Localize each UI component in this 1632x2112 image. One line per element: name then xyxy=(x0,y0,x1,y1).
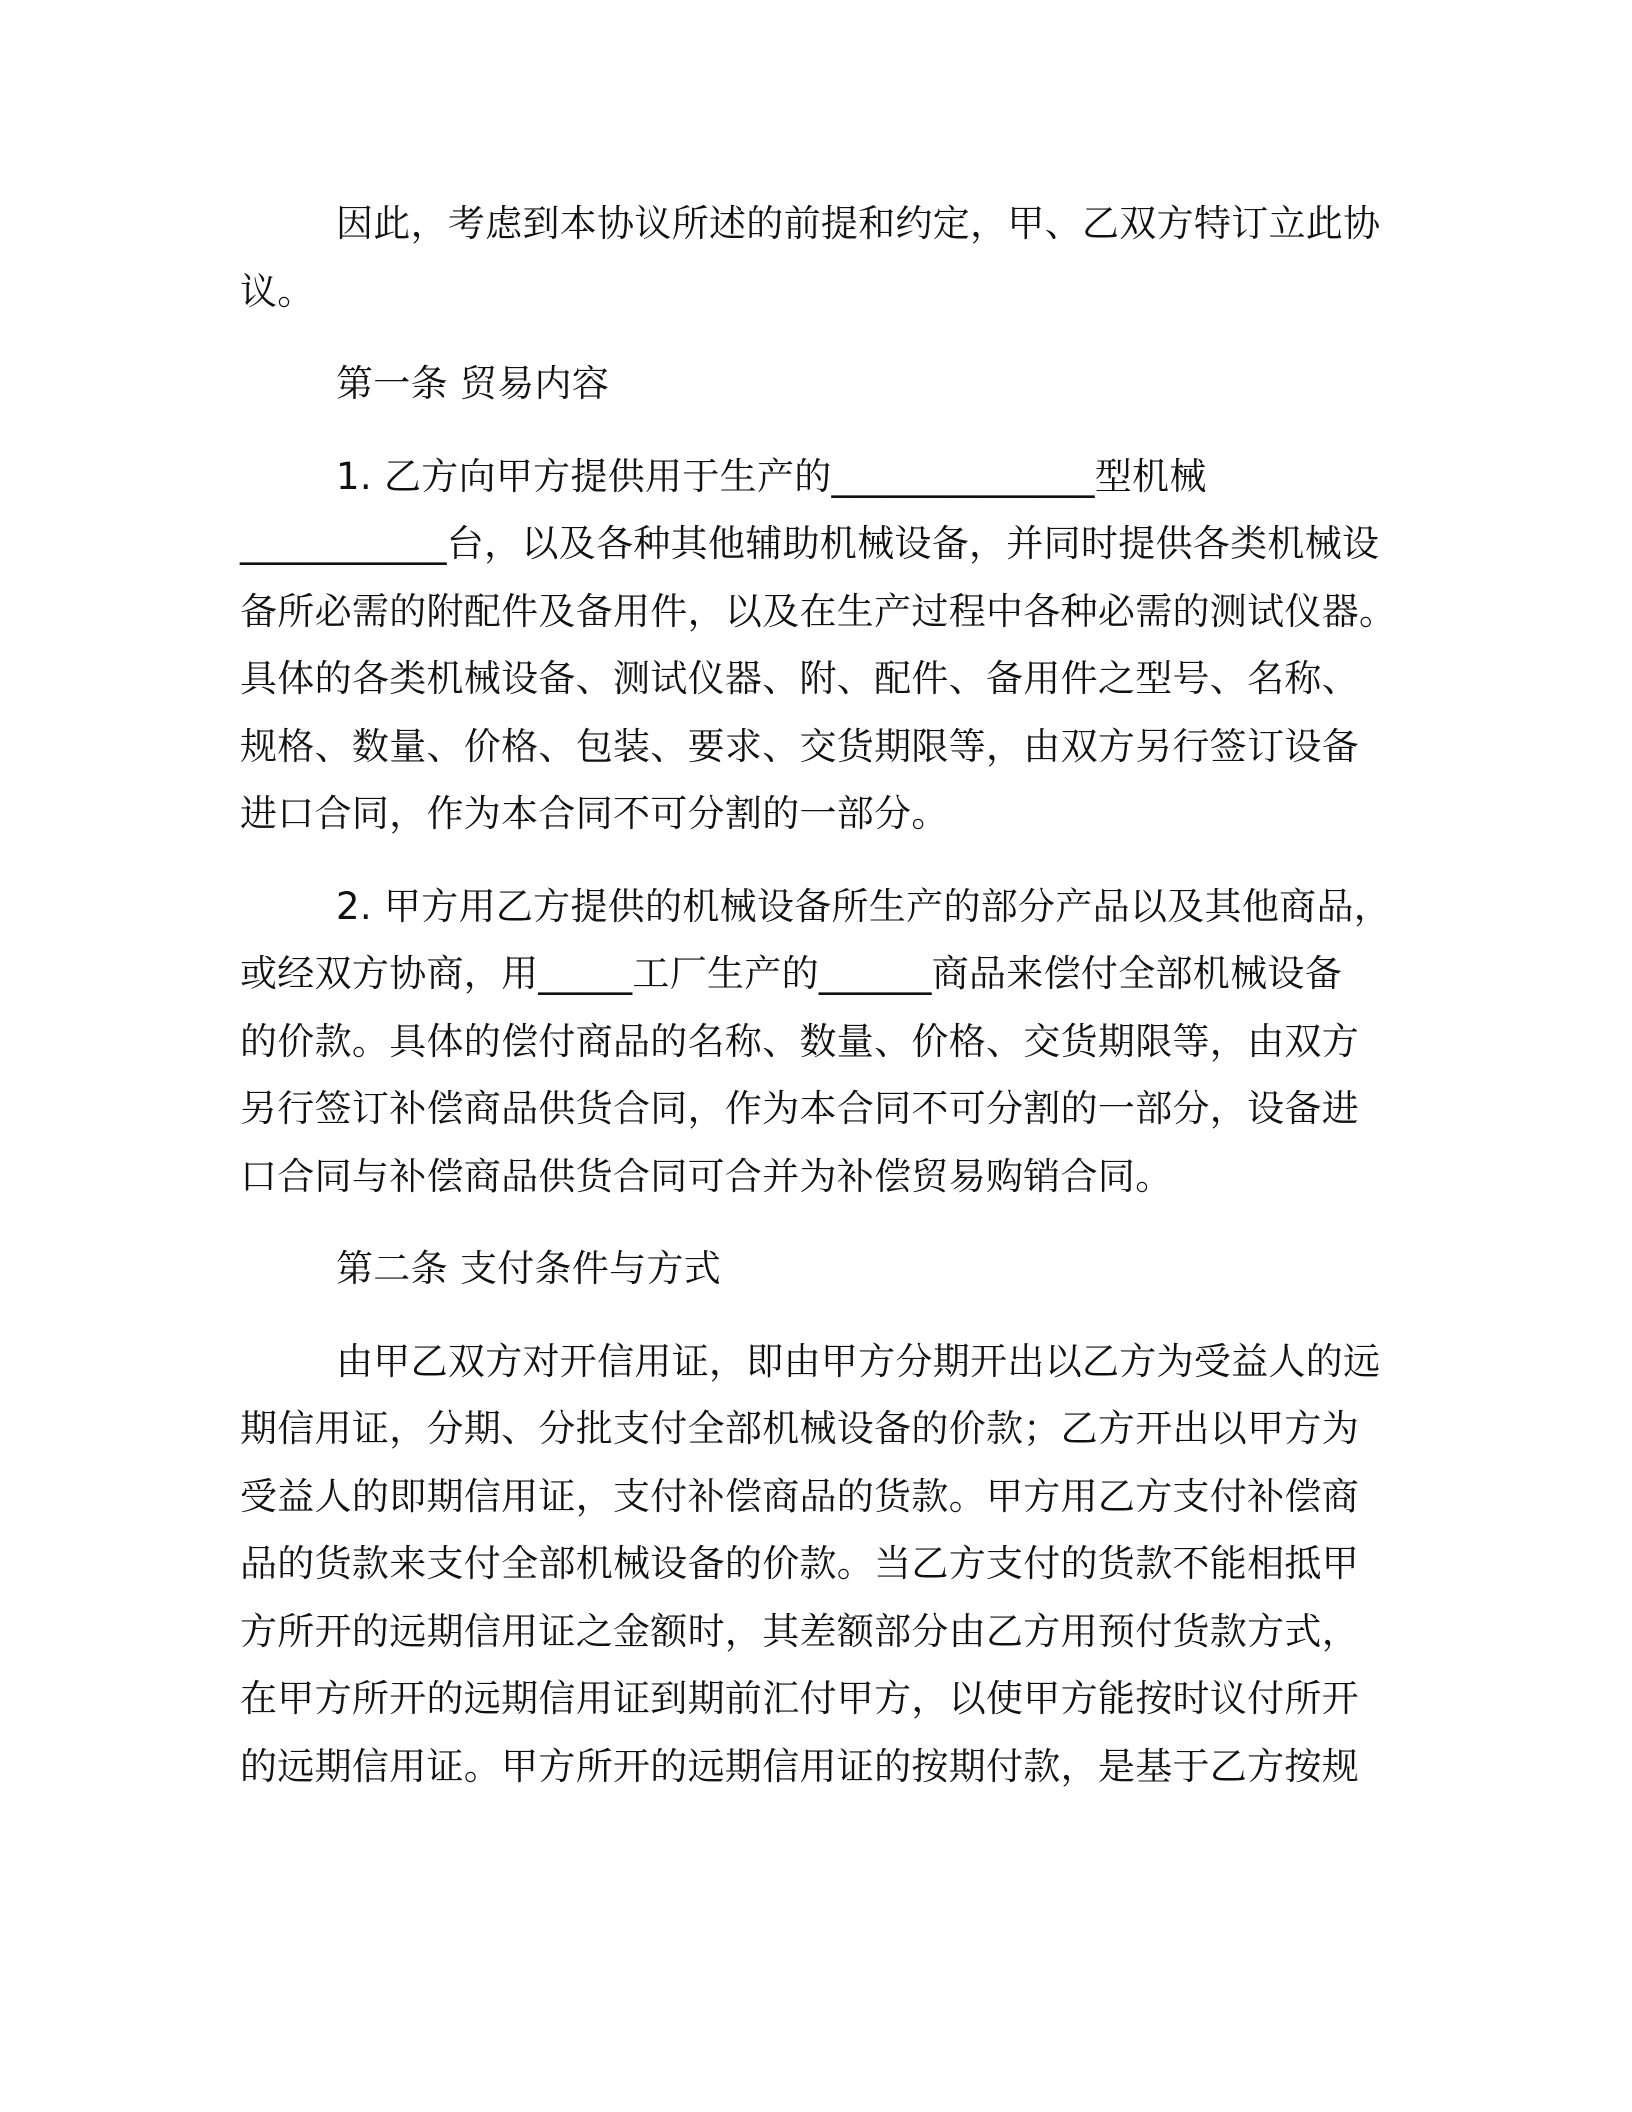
text-line: 2. 甲方用乙方提供的机械设备所生产的部分产品以及其他商品， xyxy=(336,884,1392,928)
document-body xyxy=(240,190,1397,1800)
text-line: 由甲乙双方对开信用证，即由甲方分期开出以乙方为受益人的远 xyxy=(336,1339,1381,1383)
intro-paragraph xyxy=(240,190,1380,325)
text-line: 方所开的远期信用证之金额时，其差额部分由乙方用预付货款方式， xyxy=(240,1609,1359,1653)
text-line: 口合同与补偿商品供货合同可合并为补偿贸易购销合同。 xyxy=(240,1154,1173,1198)
text-line: 的远期信用证。甲方所开的远期信用证的按期付款，是基于乙方按规 xyxy=(240,1744,1359,1788)
section-heading: 第二条 支付条件与方式 xyxy=(336,1247,722,1290)
text-line: 因此，考虑到本协议所述的前提和约定，甲、乙双方特订立此协 xyxy=(336,202,1381,245)
section-heading: 第一条 贸易内容 xyxy=(336,362,610,405)
text-line: 的价款。具体的偿付商品的名称、数量、价格、交货期限等，由双方 xyxy=(240,1019,1359,1063)
article-1-item-2 xyxy=(240,873,1392,1211)
article-1-heading xyxy=(240,350,1380,418)
text-line: ___________台，以及各种其他辅助机械设备，并同时提供各类机械设 xyxy=(240,522,1380,565)
text-line: 品的货款来支付全部机械设备的价款。当乙方支付的货款不能相抵甲 xyxy=(240,1542,1359,1585)
text-line: 规格、数量、价格、包装、要求、交货期限等，由双方另行签订设备 xyxy=(240,724,1359,768)
text-line: 进口合同，作为本合同不可分割的一部分。 xyxy=(240,792,949,835)
text-line: 议。 xyxy=(240,269,315,313)
article-2-body xyxy=(240,1328,1380,1801)
text-line: 或经双方协商，用_____工厂生产的______商品来偿付全部机械设备 xyxy=(240,952,1342,995)
text-line: 另行签订补偿商品供货合同，作为本合同不可分割的一部分，设备进 xyxy=(240,1087,1359,1130)
article-2-heading xyxy=(240,1235,1380,1303)
text-line: 备所必需的附配件及备用件，以及在生产过程中各种必需的测试仪器。 xyxy=(240,589,1397,633)
text-line: 在甲方所开的远期信用证到期前汇付甲方，以使甲方能按时议付所开 xyxy=(240,1677,1359,1720)
text-line: 具体的各类机械设备、测试仪器、附、配件、备用件之型号、名称、 xyxy=(240,657,1359,700)
text-line: 受益人的即期信用证，支付补偿商品的货款。甲方用乙方支付补偿商 xyxy=(240,1474,1359,1518)
article-1-item-1 xyxy=(240,443,1397,848)
text-line: 1. 乙方向甲方提供用于生产的______________型机械 xyxy=(336,454,1207,498)
text-line: 期信用证，分期、分批支付全部机械设备的价款；乙方开出以甲方为 xyxy=(240,1407,1359,1450)
